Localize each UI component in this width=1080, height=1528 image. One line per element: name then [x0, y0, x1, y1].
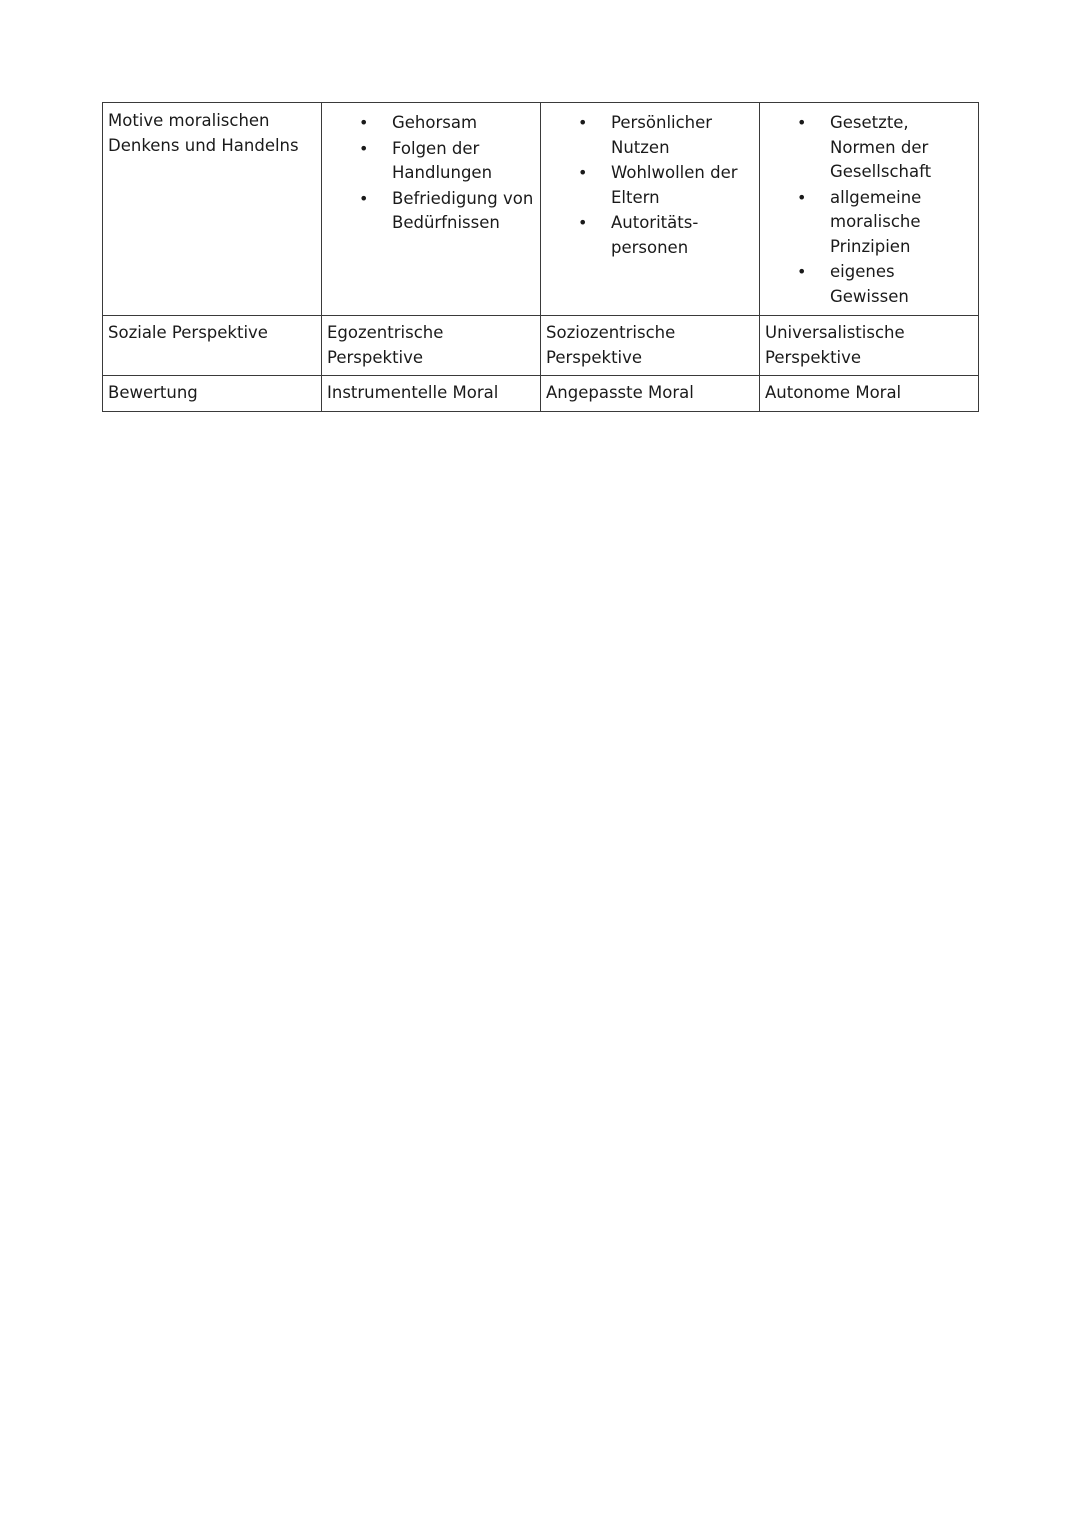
bullet-icon: •	[578, 213, 588, 232]
table-row-evaluation	[103, 376, 979, 412]
table-row-motives	[103, 103, 979, 316]
stage-1-cell	[322, 103, 541, 316]
list-item: • Wohlwollen der Eltern	[578, 163, 738, 207]
row-label-cell	[103, 316, 322, 376]
bullet-icon: •	[578, 163, 588, 182]
cell-text: Instrumentelle Moral	[327, 383, 499, 402]
stage-1-cell	[322, 376, 541, 412]
row-label-cell	[103, 103, 322, 316]
bullet-icon: •	[578, 113, 588, 132]
row-label: Motive moralischen Denkens und Handelns	[108, 111, 299, 155]
list-item: • allgemeine moralische Prinzipien	[797, 187, 922, 256]
cell-text: Soziozentrische Perspektive	[546, 323, 676, 367]
row-label: Soziale Perspektive	[108, 323, 268, 342]
stage-1-cell	[322, 316, 541, 376]
bullet-icon: •	[359, 188, 369, 208]
cell-text: Universalistische Perspektive	[765, 323, 905, 367]
table-row-perspective	[103, 316, 979, 376]
stage-3-cell	[760, 376, 979, 412]
list-item: • Befriedigung von Bedürfnissen	[359, 188, 534, 232]
list-item: • Folgen der Handlungen	[359, 138, 493, 182]
bullet-icon: •	[797, 262, 807, 281]
stage-2-cell	[541, 316, 760, 376]
stage-3-cell	[760, 316, 979, 376]
bullet-icon: •	[359, 138, 369, 158]
list-item: • Persönlicher Nutzen	[578, 113, 713, 157]
list-item: • Gesetzte, Normen der Gesellschaft	[797, 113, 932, 181]
bullet-list	[546, 111, 754, 260]
bullet-icon: •	[797, 113, 807, 132]
cell-text: Autonome Moral	[765, 383, 902, 402]
bullet-icon: •	[359, 113, 369, 132]
row-label-cell	[103, 376, 322, 412]
cell-text: Angepasste Moral	[546, 383, 694, 402]
stage-2-cell	[541, 376, 760, 412]
list-item: • Autoritäts-personen	[578, 213, 699, 257]
stage-2-cell	[541, 103, 760, 316]
bullet-list	[327, 111, 535, 236]
list-item: • eigenes Gewissen	[797, 262, 909, 306]
cell-text: Egozentrische Perspektive	[327, 323, 444, 367]
moral-development-table	[102, 102, 979, 412]
row-label: Bewertung	[108, 383, 198, 402]
bullet-list	[765, 111, 973, 309]
list-item: • Gehorsam	[327, 111, 535, 136]
bullet-icon: •	[797, 187, 807, 207]
stage-3-cell	[760, 103, 979, 316]
